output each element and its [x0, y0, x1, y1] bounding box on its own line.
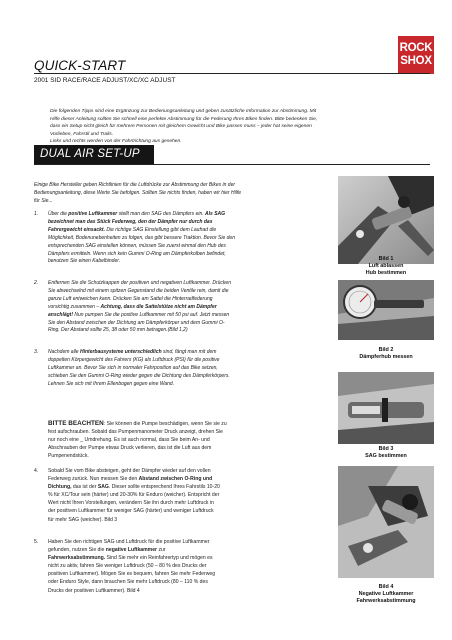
logo-line-2: SHOX — [400, 55, 432, 67]
text: Sind Sie mehr ein Reinfahrertyp und mögen es — [105, 555, 213, 562]
lead-line: Einige Bike Hersteller geben Richtlinien für die Luftdrücke zur Abstimmung der Bikes in der — [34, 182, 236, 188]
step-number: 1. — [34, 211, 39, 217]
step-number: 4. — [34, 468, 39, 474]
rockshox-logo — [398, 36, 434, 74]
step-number: 5. — [34, 539, 39, 545]
emphasis: Dichtung, — [48, 484, 72, 491]
section-title: DUAL AIR SET-UP — [34, 145, 154, 165]
text: das ist der — [71, 484, 98, 491]
warning-note — [48, 420, 332, 460]
logo-line-1: ROCK — [399, 42, 433, 54]
emphasis: bezeichnet man das Stück Federweg, den der Dämpfer nur durch das — [48, 218, 213, 225]
text: Federweg zurück. Nun messen Sie den — [48, 476, 139, 483]
text: Sie abwechselnd mit einem spitzen Gegenstand die beiden Ventile rein, damit die — [48, 287, 229, 294]
emphasis: Achtung, dass die Sattelstütze nicht am Dämpfer — [100, 303, 217, 310]
text: nicht zu aktiv, fahren Sie weniger Luftdruck (50 – 80 % des Drucks der — [48, 563, 207, 570]
text: positiven Luftkammer). Mögen Sie es bequem, fahren Sie mehr Federweg — [48, 571, 216, 578]
text: der positiven Luftkammer für weniger SAG (härter) und weniger Luftdruck — [48, 508, 214, 515]
text: Dämpfers ermitteln. Wenn sich kein Gummi O-Ring am Dämpferkolben befindet, — [48, 250, 226, 257]
caption-line: Bild 1 — [378, 256, 394, 262]
text: schieben Sie den Gummi O-Ring wieder gegen die Dichtung des Dämpferkörpers. — [48, 372, 230, 379]
intro-line: Vorlieben, Fahrstil und Trails. — [50, 131, 114, 137]
caption-line: Bild 2 — [378, 347, 394, 353]
figure-3-caption — [338, 446, 434, 460]
text: nur noch eine _ Umdrehung. Es ist auch normal, dass Sie beim An- und — [48, 437, 210, 444]
text: sind, fängt man mit dem — [161, 349, 217, 355]
text: gefunden, nutzen Sie die — [48, 547, 106, 554]
caption-line: Luft ablassen — [368, 263, 404, 269]
lead-line: Bedienungsanleitung, diese Werte Sie befolgen. Sollten Sie nichts finden, haben wir hier Hilfe — [34, 189, 241, 196]
text: doppelten Körpergewicht des Fahrers (KG) als Luftdruck (PSI) für die positive — [48, 356, 220, 363]
text: für mehr SAG (weicher). Bild 3 — [48, 516, 118, 523]
text: Abschrauben der Pumpe etwas Druck verlieren, das ist die Luft aus dem — [48, 445, 212, 452]
text: . Dieser sollte entsprechend Ihres Fahrstils 10-20 — [108, 484, 220, 491]
emphasis: SAG — [97, 484, 109, 491]
lead-line: für Sie... — [34, 197, 53, 204]
step-number: 3. — [34, 349, 39, 355]
text: Die richtige SAG Einstellung gibt dem Laufrad die — [104, 226, 217, 233]
text: % für XC/Tour sein (härter) und 20-30% für Enduro (weicher). Entspricht der — [48, 492, 220, 499]
emphasis: positive Luftkammer — [68, 211, 118, 217]
model-subtitle: 2001 SID RACE/RACE ADJUST/XC/XC ADJUST — [34, 77, 176, 84]
step-text — [48, 349, 334, 389]
text: oder Enduro Style, dann brauchen Sie mehr Luftdruck (80 – 110 % des — [48, 579, 208, 586]
intro-line: Hilfe dieser Anleitung sollten Sie schnell eine perfekte Abstimmung für die Federung Ihres Bikes finden. Bitte bedenken Sie, — [50, 116, 318, 122]
caption-line: Dämpferhub messen — [359, 354, 413, 360]
emphasis: anschlägt! — [48, 311, 74, 318]
emphasis: Fahrwerksabstimmung. — [48, 555, 106, 562]
text: Drucks der positiven Luftkammer). Bild 4 — [48, 587, 140, 594]
emphasis: Hinterbausysteme unterschiedlich — [79, 349, 162, 355]
text: Lehnen Sie sich mit Ihrem Ellenbogen gegen eine Wand. — [48, 380, 175, 387]
text: Luftkammer an. Bevor Sie sich in normaler Fahrposition auf das Bike setzen, — [48, 364, 218, 371]
text: Ring. Der Abstand sollte 25, 38 oder 50 mm betragen.(Bild 1,2) — [48, 327, 188, 334]
caption-line: Negative Luftkammer — [358, 591, 414, 597]
text: Wert nicht Ihren Vorstellungen, verändern Sie ihn durch mehr Luftdruck in — [48, 500, 214, 507]
text: Über die — [48, 211, 69, 217]
intro-line: Links und rechts werden von der Fahrtrichtung aus gesehen. — [50, 139, 182, 145]
text: stellt man den SAG des Dämpfers ein. — [117, 211, 206, 217]
text: Pumpenendstück. — [48, 453, 89, 460]
emphasis: negative Luftkammer — [105, 547, 158, 554]
text: vorsichtig zusammen – — [48, 303, 101, 310]
caption-line: Bild 3 — [378, 446, 394, 452]
title-divider — [34, 73, 430, 74]
warning-heading: BITTE BEACHTEN — [48, 420, 104, 427]
intro-line: Die folgenden Tipps sind eine Ergänzung zur Bedienungsanleitung und geben zusätzliche Information zur Abstimmung. Mit — [50, 109, 317, 114]
figure-4-caption — [338, 584, 434, 605]
figure-2-caption — [338, 347, 434, 361]
intro-line: dass ein Setup nicht gleich für mehrere Personen mit gleichem Gewicht und Bike passen muss – jeder hat seine eigenen — [50, 124, 312, 130]
text: Nachdem alle — [48, 349, 80, 355]
caption-line: Fahrwerksabstimmung — [356, 598, 416, 604]
text: benutzen Sie einen Kabelbinder. — [48, 258, 121, 265]
lead-paragraph — [34, 182, 332, 205]
caption-line: Hub bestimmen — [365, 270, 407, 276]
text: Sobald Sie vom Bike absteigen, geht der Dämpfer wieder auf den vollen — [48, 468, 211, 474]
text: entsprechenden SAG einstellen können, müssen Sie zuerst einmal den Hub des — [48, 242, 226, 249]
photo-2-pump-gauge — [338, 280, 434, 340]
step-text — [48, 280, 334, 335]
intro-paragraph — [50, 108, 422, 146]
photo-4-negative-chamber — [338, 466, 434, 578]
photo-3-sag-measure — [338, 372, 434, 444]
caption-line: SAG bestimmen — [365, 453, 407, 459]
step-text — [48, 211, 334, 266]
emphasis: Abstand zwischen O-Ring und — [138, 476, 213, 483]
emphasis: Fahrergewicht einsackt. — [48, 226, 105, 233]
section-divider — [34, 164, 430, 165]
text: Entfernen Sie die Schutzkappen der positiven und negativen Luftkammer. Drücken — [48, 280, 231, 286]
figure-1-caption — [338, 256, 434, 277]
page-title: QUICK-START — [34, 58, 126, 73]
step-text — [48, 538, 334, 595]
text: fest aufschrauben. Sobald das Pumpenmanometer Druck anzeigt, drehen Sie — [48, 429, 223, 436]
caption-line: Bild 4 — [378, 584, 394, 590]
text: Sie den Abstand zwischen der Dichtung am Dämpferkörper und dem Gummi O- — [48, 319, 225, 326]
step-number: 2. — [34, 280, 39, 286]
step-text — [48, 467, 334, 524]
text: : Sie können die Pumpe beschädigen, wenn Sie sie zu — [103, 421, 227, 427]
text: Möglichkeit, Bodenunebenheiten zu folgen, das gibt bessere Traktion. Bevor Sie den — [48, 234, 235, 241]
text: zur — [157, 547, 166, 554]
emphasis: Als SAG — [205, 211, 226, 217]
text: Nun pumpen Sie die positive Luftkammer mit 50 psi auf. Jetzt messen — [73, 311, 230, 318]
text: Haben Sie den richtigen SAG und Luftdruck für die positive Luftkammer — [48, 539, 210, 545]
text: ganze Luft entweichen kann. Drücken Sie am Sattel die Hinterradfederung — [48, 295, 213, 302]
photo-1-air-valve — [338, 176, 434, 264]
